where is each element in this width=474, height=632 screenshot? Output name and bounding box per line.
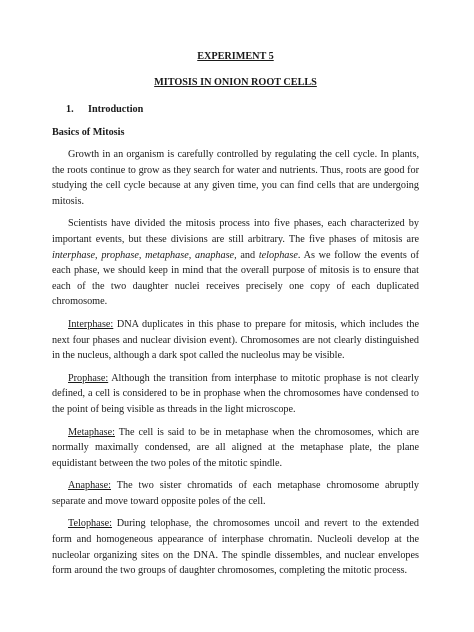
experiment-subtitle: MITOSIS IN ONION ROOT CELLS <box>154 77 317 88</box>
phase-text-prophase: Although the transition from interphase to mitotic prophase is not clearly defined, a cell is considered to be in prophase when the chromosomes have condensed to the point of being visible as threads in the light microscope. <box>52 372 419 415</box>
section-heading <box>66 103 419 116</box>
experiment-title: EXPERIMENT 5 <box>197 51 274 62</box>
overview-term-metaphase: metaphase, <box>145 249 192 261</box>
phase-text-anaphase: The two sister chromatids of each metaphase chromosome abruptly separate and move toward opposite poles of the cell. <box>52 480 419 507</box>
phase-term-metaphase: Metaphase: <box>68 426 115 438</box>
phase-term-interphase: Interphase: <box>68 318 114 330</box>
section-title: Introduction <box>88 104 144 115</box>
phase-term-telophase: Telophase: <box>68 518 112 530</box>
phase-term-anaphase: Anaphase: <box>68 480 111 492</box>
phase-text-metaphase: The cell is said to be in metaphase when the chromosomes, which are normally maximally condensed, are all aligned at the metaphase plate, the plane equidistant between the two poles of the mitotic spindle. <box>52 426 419 469</box>
paragraph-telophase <box>52 516 419 578</box>
paragraph-growth: Growth in an organism is carefully controlled by regulating the cell cycle. In plants, the roots continue to grow as they search for water and nutrients. Thus, roots are good for studying the cell cycle because at any given time, you can find cells that are undergoing mitosis. <box>52 149 419 207</box>
subsection-heading: Basics of Mitosis <box>52 127 125 138</box>
section-number: 1. <box>66 104 74 115</box>
paragraph-interphase <box>52 317 419 364</box>
paragraph-prophase <box>52 371 419 418</box>
phase-term-prophase: Prophase: <box>68 372 109 384</box>
overview-text-b: . As we follow the events of each phase, we should keep in mind that the overall purpose of mitosis is to ensure that each of the two daughter nuclei receives precisely one copy of each duplicated chromosome. <box>52 249 420 308</box>
overview-term-interphase: interphase, <box>52 249 98 261</box>
overview-term-anaphase: anaphase, <box>195 249 237 261</box>
paragraph-phases-overview <box>52 216 419 310</box>
paragraph-metaphase <box>52 425 419 472</box>
overview-text-a: Scientists have divided the mitosis process into five phases, each characterized by important events, but these divisions are still arbitrary. The five phases of mitosis are <box>52 218 419 245</box>
overview-term-prophase: prophase, <box>101 249 142 261</box>
phase-text-interphase: DNA duplicates in this phase to prepare for mitosis, which includes the next four phases and nuclear division event). Chromosomes are not clearly distinguished in the nucleus, although a dark spot called the nucleolus may be visible. <box>52 318 419 362</box>
overview-and: and <box>236 249 259 261</box>
overview-term-telophase: telophase <box>258 249 298 261</box>
paragraph-anaphase <box>52 478 419 509</box>
phase-text-telophase: During telophase, the chromosomes uncoil and revert to the extended form and homogeneous appearance of interphase chromatin. Nucleoli develop at the nucleolar organizing sites on the DNA. The spindle dissembles, and nuclear envelopes form around the two groups of daughter chromosomes, completing the mitotic process. <box>52 518 419 577</box>
